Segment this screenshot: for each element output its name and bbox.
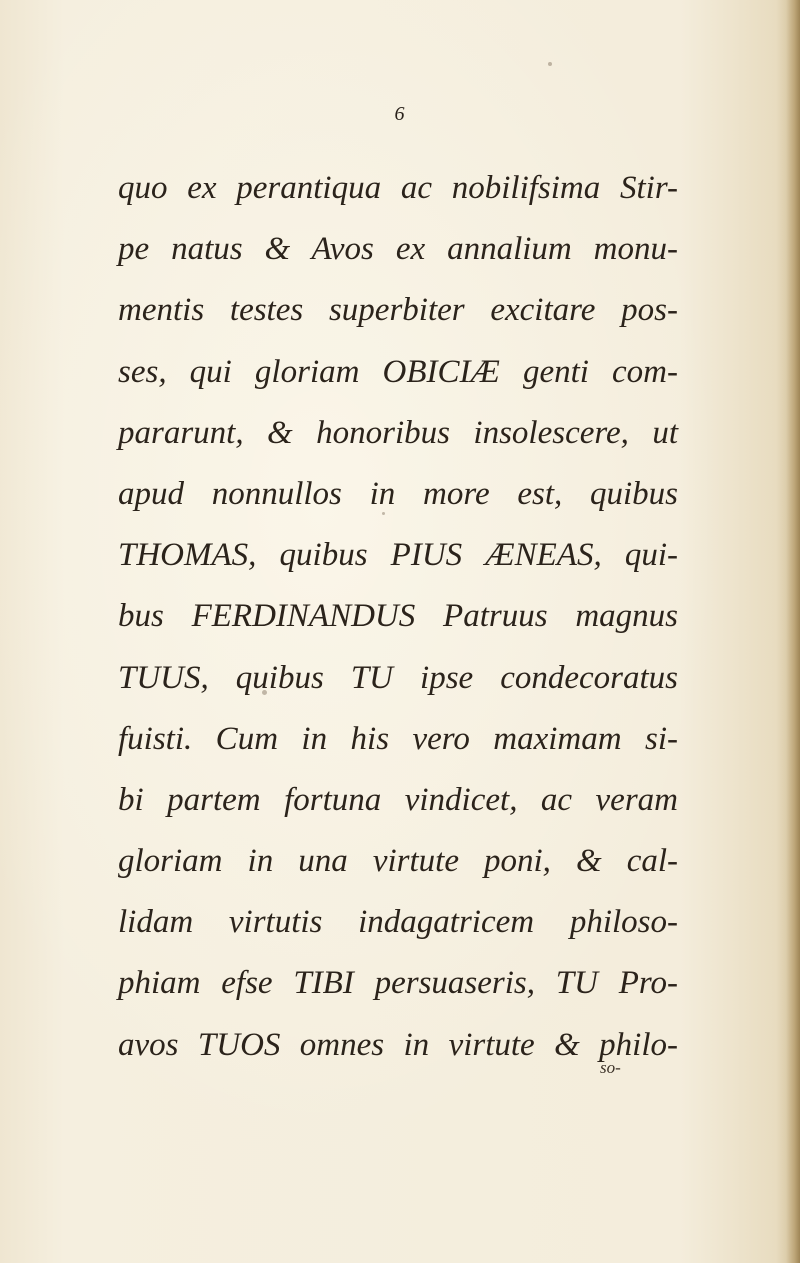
- text-line: gloriam in una virtute poni, & cal-: [118, 843, 678, 880]
- text-line: pararunt, & honoribus insolescere, ut: [118, 414, 678, 451]
- text-line: pe natus & Avos ex annalium monu-: [118, 231, 678, 268]
- text-line: TUUS, quibus TU ipse condecoratus: [118, 659, 678, 696]
- text-line: bus FERDINANDUS Patruus magnus: [118, 598, 678, 635]
- text-line: quo ex perantiqua ac nobilifsima Stir-: [118, 170, 678, 206]
- text-line: avos TUOS omnes in virtute & philo-: [118, 1026, 678, 1063]
- text-line: bi partem fortuna vindicet, ac veram: [118, 781, 678, 818]
- catchword: so-: [600, 1058, 621, 1077]
- page-edge-shadow: [786, 0, 800, 1263]
- paper-speck: [382, 512, 385, 515]
- body-text: [118, 158, 678, 1076]
- paper-speck: [548, 62, 552, 66]
- text-line: THOMAS, quibus PIUS ÆNEAS, qui-: [118, 537, 678, 574]
- text-line: apud nonnullos in more est, quibus: [118, 475, 678, 512]
- page-number: 6: [394, 103, 406, 125]
- text-line: lidam virtutis indagatricem philoso-: [118, 904, 678, 941]
- paper-speck: [602, 498, 605, 501]
- paper-speck: [262, 690, 267, 695]
- text-line: ses, qui gloriam OBICIÆ genti com-: [118, 353, 678, 390]
- text-line: fuisti. Cum in his vero maximam si-: [118, 720, 678, 757]
- text-line: mentis testes superbiter excitare pos-: [118, 292, 678, 329]
- text-line: phiam efse TIBI persuaseris, TU Pro-: [118, 965, 678, 1002]
